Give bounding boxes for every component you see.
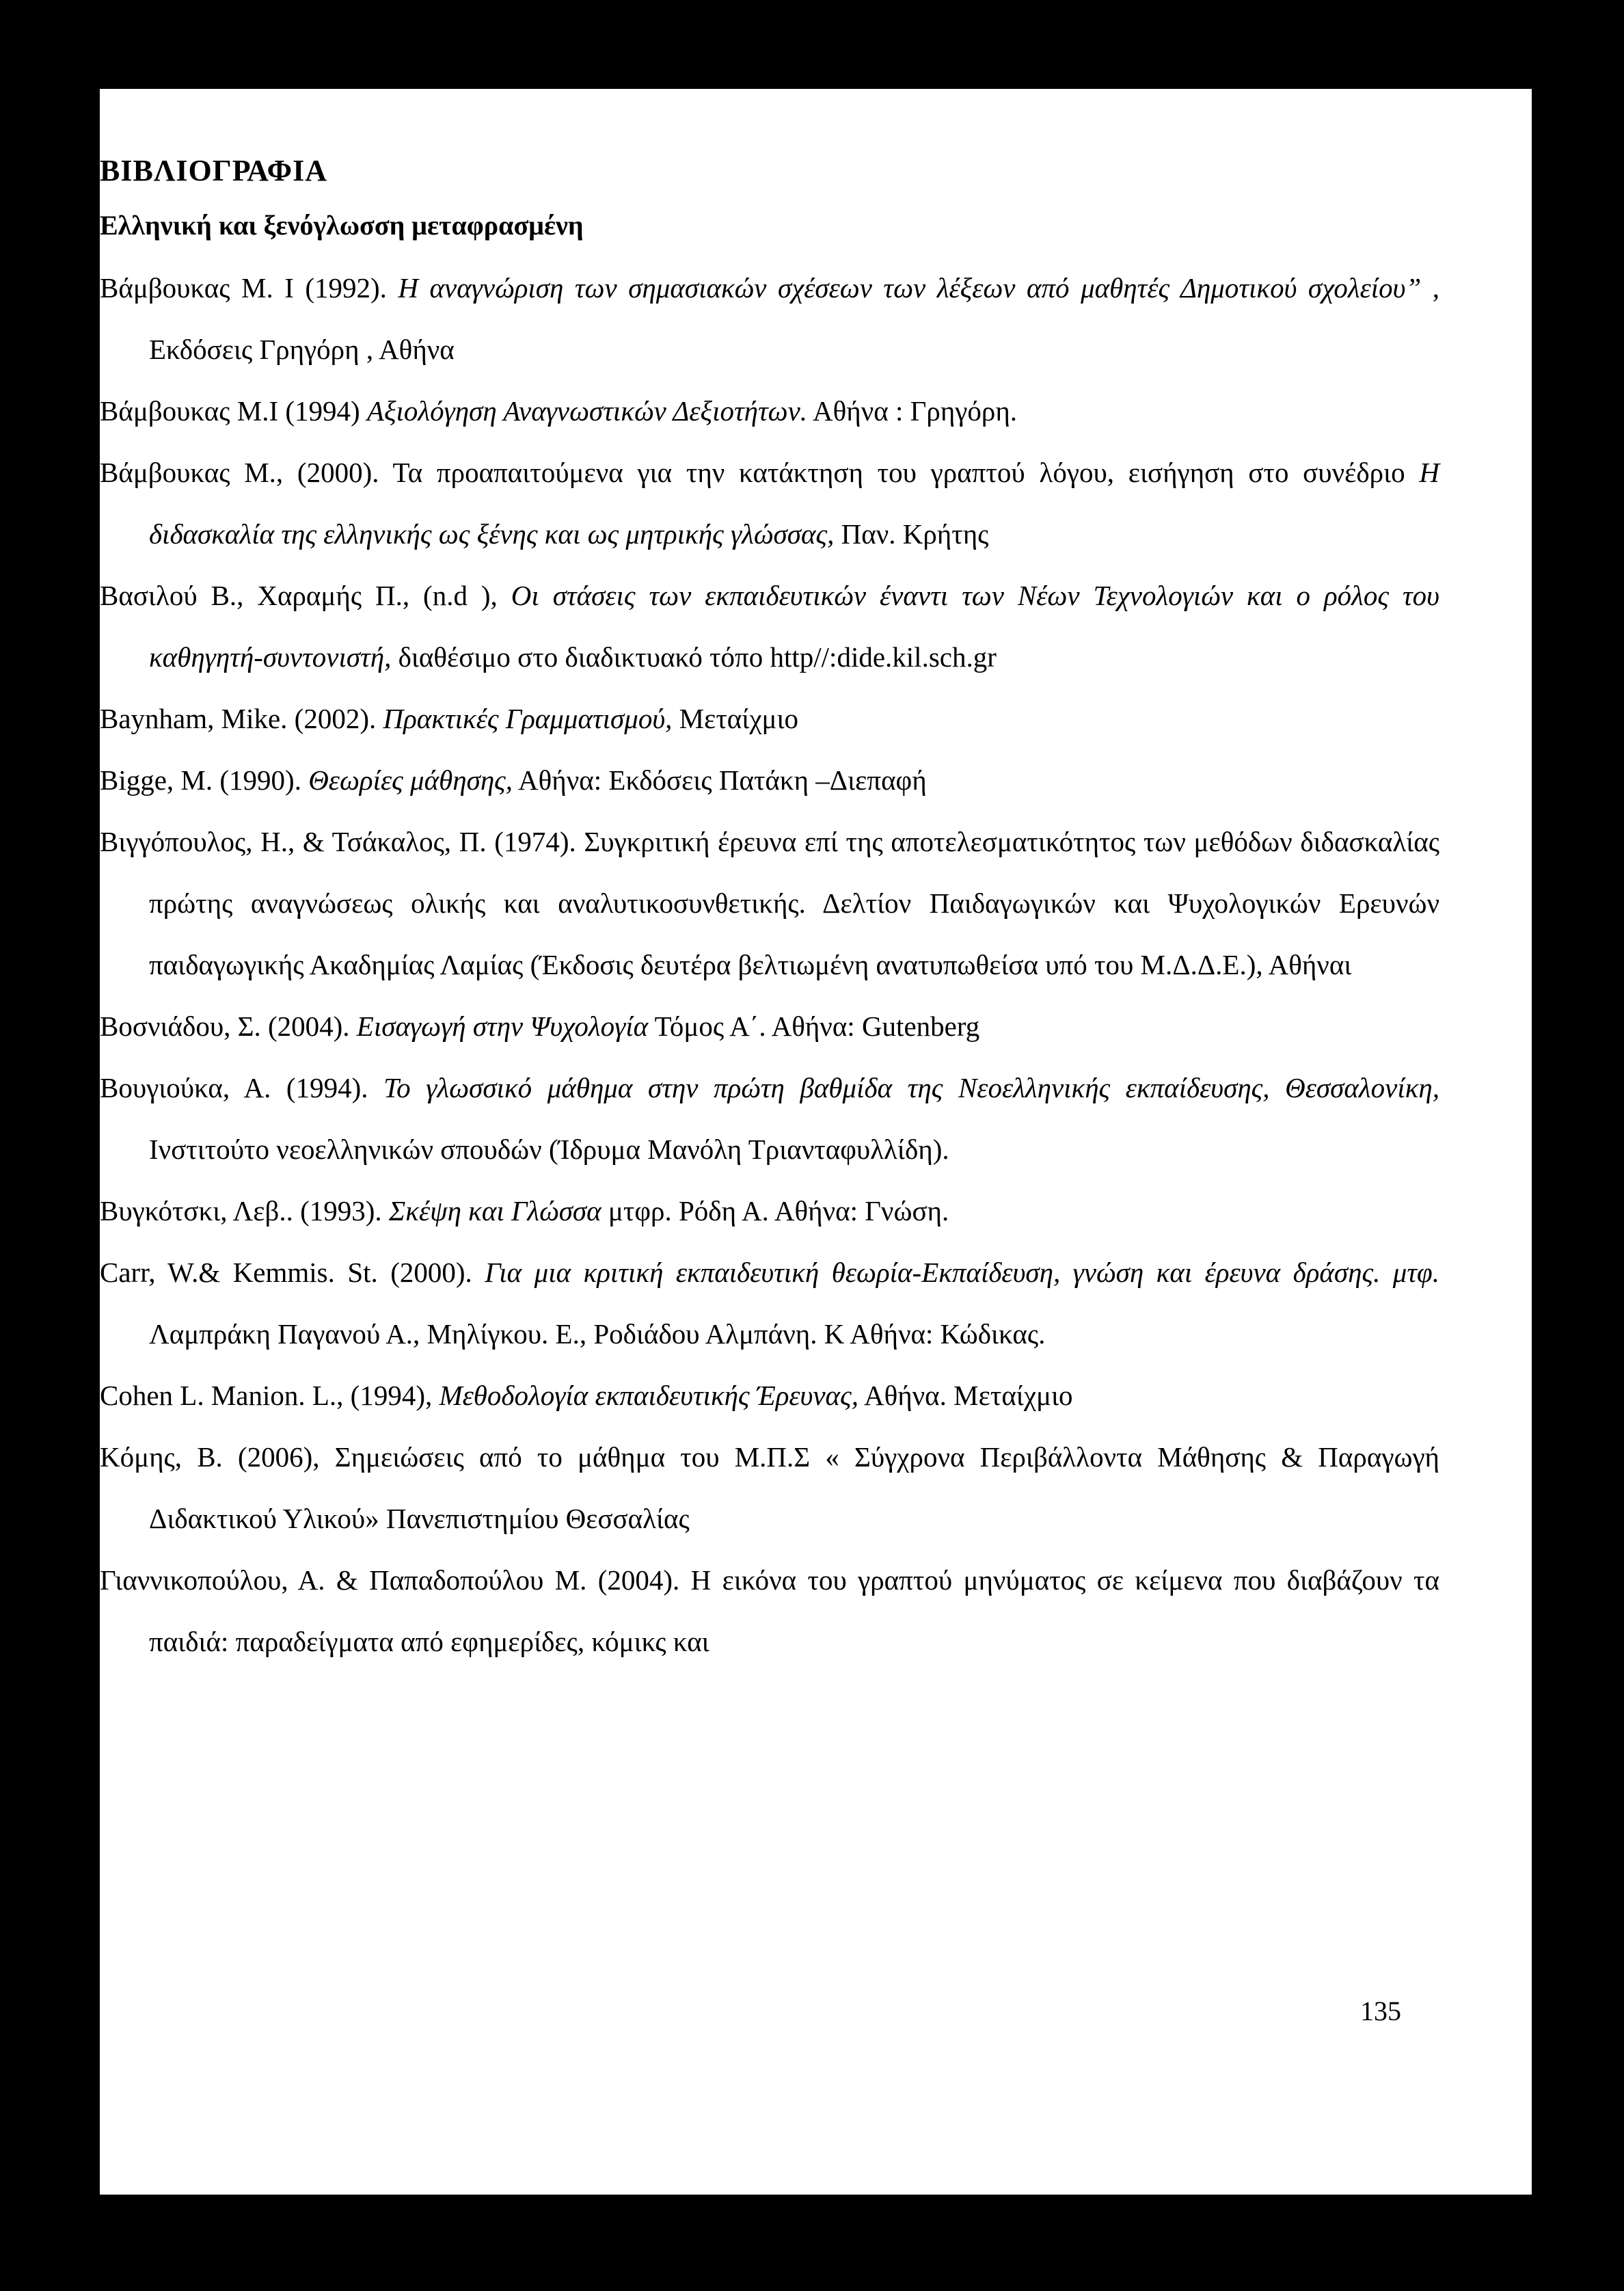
reference-item: Βουγιούκα, Α. (1994). Το γλωσσικό μάθημα στην πρώτη βαθμίδα της Νεοελληνικής εκπαίδευσης, Θεσσαλονίκη, Ινστιτούτο νεοελληνικών σπουδών (Ίδρυμα Μανόλη Τριανταφυλλίδη).: [100, 1072, 1439, 1165]
reference-item: Βοσνιάδου, Σ. (2004). Εισαγωγή στην Ψυχολογία Τόμος Α΄. Αθήνα: Gutenberg: [100, 1010, 980, 1042]
reference-item: Bigge, M. (1990). Θεωρίες μάθησης, Αθήνα: Εκδόσεις Πατάκη –Διεπαφή: [100, 764, 927, 796]
reference-item: Cohen L. Manion. L., (1994), Μεθοδολογία εκπαιδευτικής Έρευνας, Αθήνα. Μεταίχμιο: [100, 1380, 1073, 1411]
reference-item: Βασιλού Β., Χαραμής Π., (n.d ), Οι στάσεις των εκπαιδευτικών έναντι των Νέων Τεχνολογιών και ο ρόλος του καθηγητή-συντονιστή, διαθέσιμο στο διαδικτυακό τόπο http//:dide.kil.sch.gr: [100, 580, 1439, 673]
page-number: 135: [1360, 1996, 1401, 2026]
reference-item: Baynham, Mike. (2002). Πρακτικές Γραμματισμού, Μεταίχμιο: [100, 703, 799, 734]
section-subtitle: Ελληνική και ξενόγλωσση μεταφρασμένη: [100, 210, 584, 241]
reference-item: Βιγγόπουλος, Η., & Τσάκαλος, Π. (1974). Συγκριτική έρευνα επί της αποτελεσματικότητος των μεθόδων διδασκαλίας πρώτης αναγνώσεως ολικής και αναλυτικοσυνθετικής. Δελτίον Παιδαγωγικών και Ψυχολογικών Ερευνών παιδαγωγικής Ακαδημίας Λαμίας (Έκδοσις δευτέρα βελτιωμένη ανατυπωθείσα υπό του Μ.Δ.Δ.Ε.), Αθήναι: [100, 826, 1439, 980]
reference-item: Βάμβουκας Μ. Ι (1992). Η αναγνώριση των σημασιακών σχέσεων των λέξεων από μαθητές Δημοτικού σχολείου” , Εκδόσεις Γρηγόρη , Αθήνα: [100, 272, 1440, 365]
reference-item: Κόμης, Β. (2006), Σημειώσεις από το μάθημα του Μ.Π.Σ « Σύγχρονα Περιβάλλοντα Μάθησης & Παραγωγή Διδακτικού Υλικού» Πανεπιστημίου Θεσσαλίας: [100, 1441, 1439, 1534]
bibliography-section: [100, 144, 1439, 1672]
reference-item: Βάμβουκας Μ.Ι (1994) Αξιολόγηση Αναγνωστικών Δεξιοτήτων. Αθήνα : Γρηγόρη.: [100, 395, 1018, 427]
reference-item: Carr, W.& Kemmis. St. (2000). Για μια κριτική εκπαιδευτική θεωρία-Εκπαίδευση, γνώση και έρευνα δράσης. μτφ. Λαμπράκη Παγανού Α., Μηλίγκου. Ε., Ροδιάδου Αλμπάνη. Κ Αθήνα: Κώδικας.: [100, 1257, 1439, 1350]
reference-item: Βάμβουκας Μ., (2000). Τα προαπαιτούμενα για την κατάκτηση του γραπτού λόγου, εισήγηση στο συνέδριο Η διδασκαλία της ελληνικής ως ξένης και ως μητρικής γλώσσας, Παν. Κρήτης: [100, 457, 1439, 550]
page-title: ΒΙΒΛΙΟΓΡΑΦΙΑ: [100, 154, 328, 187]
reference-list: [100, 257, 1439, 1672]
reference-item: Γιαννικοπούλου, Α. & Παπαδοπούλου Μ. (2004). Η εικόνα του γραπτού μηνύματος σε κείμενα που διαβάζουν τα παιδιά: παραδείγματα από εφημερίδες, κόμικς και: [100, 1564, 1439, 1657]
reference-item: Βυγκότσκι, Λεβ.. (1993). Σκέψη και Γλώσσα μτφρ. Ρόδη Α. Αθήνα: Γνώση.: [100, 1195, 949, 1227]
